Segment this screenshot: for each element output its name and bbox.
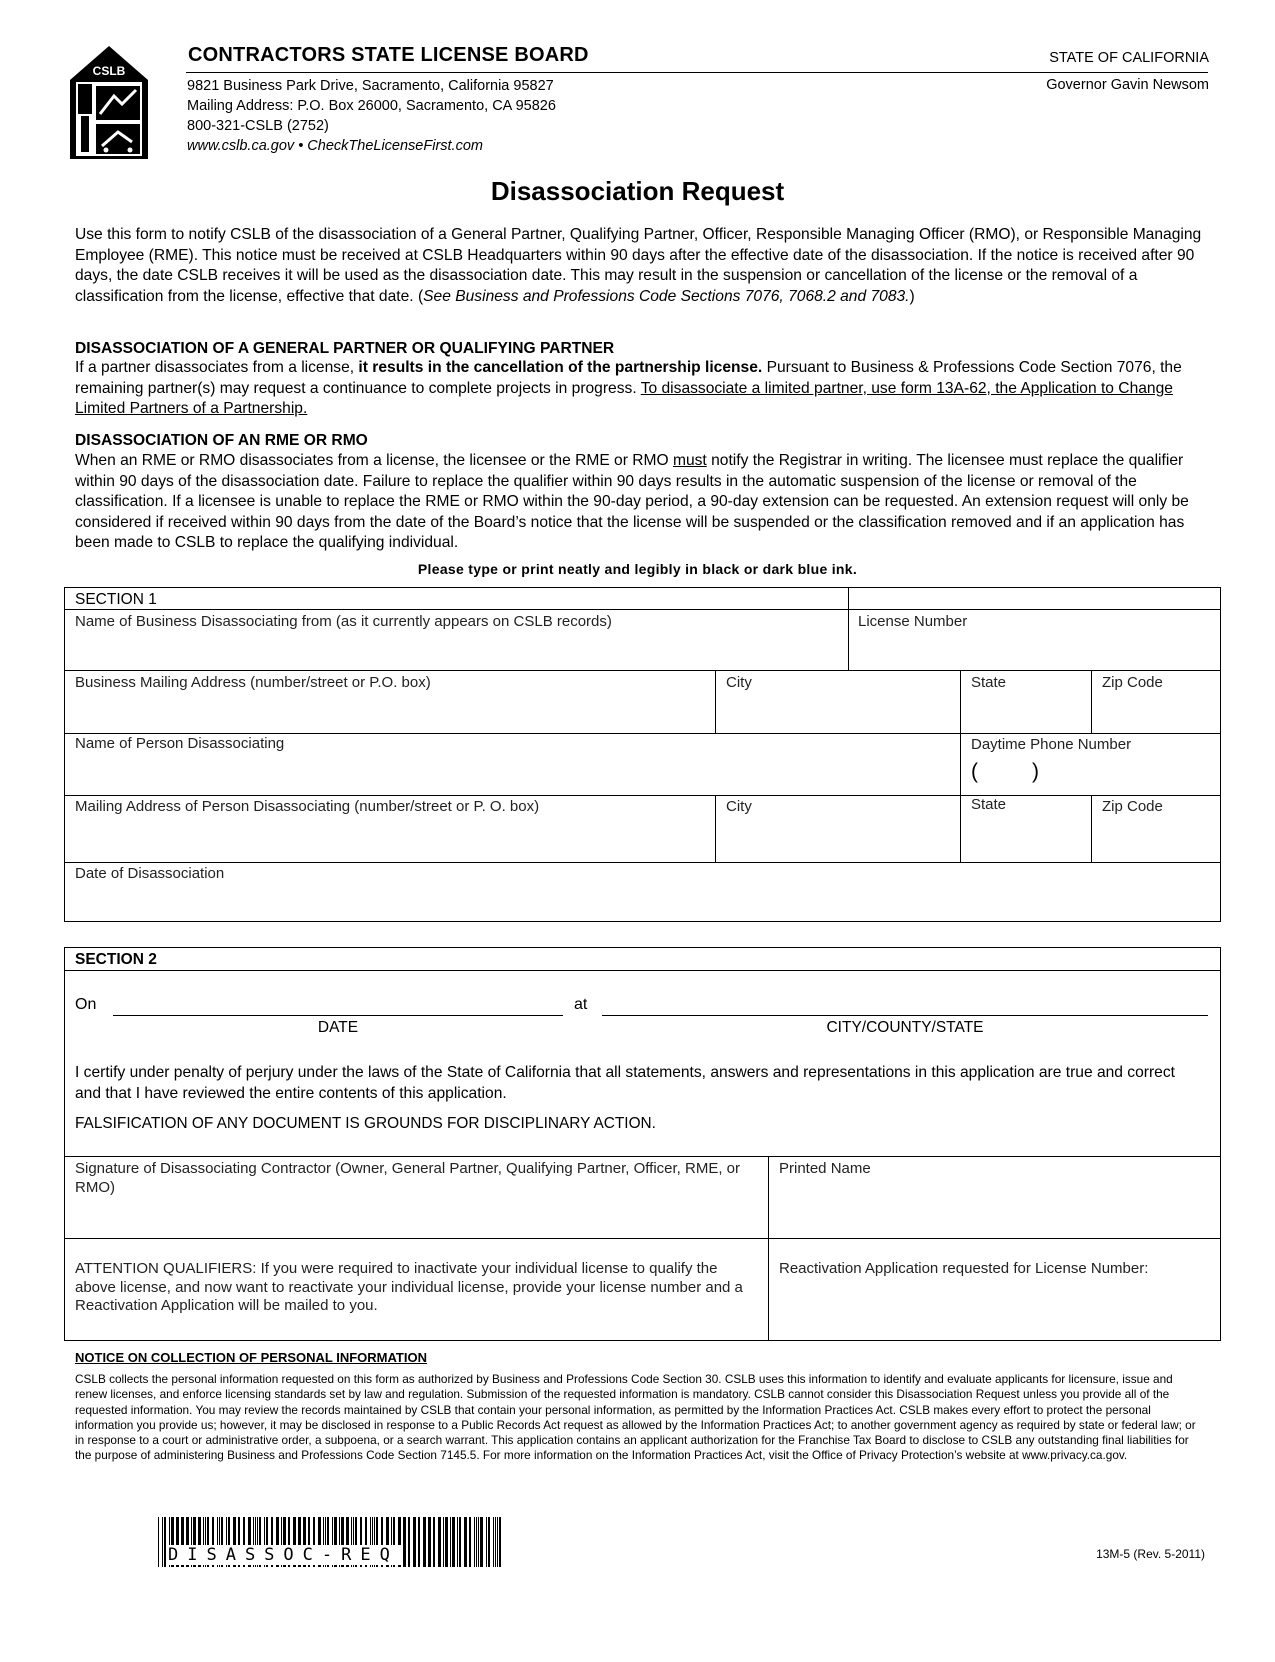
phone-label: Daytime Phone Number [971, 736, 1132, 753]
partner-text-bold: it results in the cancellation of the partnership license. [358, 359, 763, 376]
divider-h [64, 1156, 1221, 1157]
limited-partner-note: To disassociate a limited partner, use form 13A-62, the Application to Change Limited Partners of a Partnership. [75, 379, 1173, 418]
partner-heading: DISASSOCIATION OF A GENERAL PARTNER OR QUALIFYING PARTNER [75, 340, 615, 357]
street-address: 9821 Business Park Drive, Sacramento, California 95827 [187, 78, 554, 94]
notice-heading: NOTICE ON COLLECTION OF PERSONAL INFORMATION [75, 1350, 427, 1365]
business-address-label: Business Mailing Address (number/street or P.O. box) [75, 674, 431, 691]
attention-qualifiers: ATTENTION QUALIFIERS: If you were required to inactivate your individual license to qualify the above license, and now want to reactivate your individual license, provide your license number and a Reactivation Application will be mailed to you. [75, 1260, 743, 1315]
section1-divider [64, 609, 1221, 610]
disassociation-date-field[interactable] [66, 885, 1218, 920]
governor-name: Governor Gavin Newsom [1046, 77, 1209, 93]
printed-name-field[interactable] [771, 1180, 1218, 1236]
signature-label: Signature of Disassociating Contractor (Owner, General Partner, Qualifying Partner, Officer, RME, or RMO) [75, 1160, 741, 1196]
license-number-label: License Number [858, 613, 968, 630]
divider-v [960, 670, 961, 863]
person-city-label: City [726, 798, 752, 815]
license-number-field[interactable] [850, 632, 1218, 668]
ink-instruction: Please type or print neatly and legibly in black or dark blue ink. [417, 561, 858, 577]
org-name: CONTRACTORS STATE LICENSE BOARD [188, 44, 589, 66]
logo-text: CSLB [92, 64, 126, 78]
section2-title: SECTION 2 [75, 951, 157, 968]
person-name-label: Name of Person Disassociating [75, 735, 285, 752]
person-address-label: Mailing Address of Person Disassociating (number/street or P. O. box) [75, 798, 540, 815]
header-rule [186, 72, 1208, 73]
intro-close: ) [909, 287, 915, 305]
partner-text-b: Pursuant to Business & Professions Code Section 7076, the remaining partner(s) may request a continuance to complete projects in progress. [75, 359, 1182, 397]
section2-divider [64, 970, 1221, 971]
location-fill-line [602, 1015, 1208, 1016]
certification-statement: I certify under penalty of perjury under the laws of the State of California that all statements, answers and representations in this application are true and correct and that I have reviewed the entire contents of this application. [75, 1064, 1175, 1102]
divider-v [768, 1156, 769, 1340]
business-zip-label: Zip Code [1102, 674, 1163, 691]
business-city-label: City [726, 674, 752, 691]
rme-text-b: notify the Registrar in writing. The licensee must replace the qualifier within 90 days of the disassociation date. Failure to replace the qualifier within 90 days results in the automatic suspension of the license or removal of the classification. If a licensee is unable to replace the RME or RMO within the 90-day period, a 90-day extension can be requested. An extension request will only be considered if received within 90 days from the date of the Board’s notice that the license will be suspended or the classification removed and if an application has been made to CSLB to replace the qualifying individual. [75, 452, 1189, 552]
person-state-label: State [971, 796, 1007, 813]
certification-date-field[interactable] [113, 993, 563, 1015]
barcode-label: DISASSOC-REQ [168, 1545, 399, 1565]
intro-text: Use this form to notify CSLB of the disassociation of a General Partner, Qualifying Partner, Officer, Responsible Managing Officer (RMO), or Responsible Managing Employee (RME). This notice must be received at CSLB Headquarters within 90 days after the effective date of the disassociation. If the notice is received after 90 days, the date CSLB receives it will be used as the disassociation date. This may result in the suspension or cancellation of the license or the removal of a classification from the license, effective that date. ( [75, 226, 1202, 305]
divider-h [64, 795, 1221, 796]
divider-h [64, 670, 1221, 671]
intro-paragraph [75, 225, 1205, 307]
divider-v [1091, 670, 1092, 733]
person-zip-label: Zip Code [1102, 798, 1163, 815]
disassociation-date-label: Date of Disassociation [75, 865, 225, 882]
form-id: 13M-5 (Rev. 5-2011) [1096, 1547, 1205, 1561]
divider-v [715, 795, 716, 863]
rme-text-a: When an RME or RMO disassociates from a license, the licensee or the RME or RMO [75, 452, 673, 469]
business-zip-field[interactable] [1094, 694, 1218, 731]
rme-text-must: must [672, 452, 707, 469]
phone-field[interactable] [963, 756, 1218, 793]
business-state-field[interactable] [963, 694, 1089, 731]
business-state-label: State [971, 674, 1007, 691]
reactivation-label: Reactivation Application requested for License Number: [779, 1260, 1149, 1277]
divider-v [1091, 795, 1092, 863]
person-address-field[interactable] [66, 818, 712, 860]
at-label: at [574, 996, 588, 1013]
notice-text: CSLB collects the personal information requested on this form as authorized by Business and Professions Code Section 30. CSLB uses this information to identify and evaluate applicants for licensure, issue and renew licenses, and enforce licensing standards set by law and regulation. Submission of the requested information is mandatory. CSLB cannot consider this Disassociation Request unless you provide all of the requested information. You may review the records maintained by CSLB that contain your personal information, as permitted by the Information Practices Act. CSLB makes every effort to protect the personal information you provide us; however, it may be disclosed in response to a Public Records Act request as allowed by the Information Practices Act; to another government agency as required by state or federal law; or in response to a court or administrative order, a subpoena, or a search warrant. This application contains an applicant authorization for the Franchise Tax Board to disclose to CSLB any outstanding final liabilities for the purpose of administering Business and Professions Code Section 7145.5. For more information on the Information Practices Act, visit the Office of Privacy Protection’s website at www.privacy.ca.gov. [75, 1372, 1196, 1463]
page-title: Disassociation Request [490, 176, 785, 206]
business-name-label: Name of Business Disassociating from (as it currently appears on CSLB records) [75, 613, 612, 630]
business-address-field[interactable] [66, 694, 712, 731]
state-of-california: STATE OF CALIFORNIA [1049, 50, 1209, 66]
person-city-field[interactable] [718, 818, 958, 860]
business-name-field[interactable] [66, 632, 846, 668]
phone-number: 800-321-CSLB (2752) [187, 118, 329, 134]
location-caption: CITY/COUNTY/STATE [826, 1019, 984, 1036]
divider-v [848, 587, 849, 670]
person-name-field[interactable] [66, 756, 958, 793]
date-caption: DATE [317, 1019, 359, 1036]
partner-paragraph [75, 358, 1205, 420]
website-links[interactable]: www.cslb.ca.gov • CheckTheLicenseFirst.com [187, 138, 483, 154]
divider-h [64, 733, 1221, 734]
signature-field[interactable] [66, 1198, 766, 1236]
cslb-logo [70, 46, 148, 159]
rme-heading: DISASSOCIATION OF AN RME OR RMO [75, 432, 368, 449]
phone-area-code-open: ( [971, 760, 978, 783]
divider-h [64, 1238, 1221, 1239]
business-city-field[interactable] [718, 694, 958, 731]
date-fill-line [113, 1015, 563, 1016]
phone-area-code-close: ) [1032, 760, 1039, 783]
printed-name-label: Printed Name [779, 1160, 871, 1177]
mailing-address: Mailing Address: P.O. Box 26000, Sacramento, CA 95826 [187, 98, 556, 114]
reactivation-license-field[interactable] [771, 1282, 1218, 1337]
rme-paragraph [75, 451, 1205, 554]
partner-text-a: If a partner disassociates from a license, [75, 359, 359, 376]
person-zip-field[interactable] [1094, 818, 1218, 860]
falsification-warning: FALSIFICATION OF ANY DOCUMENT IS GROUNDS FOR DISCIPLINARY ACTION. [75, 1115, 656, 1132]
person-state-field[interactable] [963, 818, 1089, 860]
on-label: On [75, 996, 97, 1013]
divider-v [715, 670, 716, 733]
intro-code-sections: See Business and Professions Code Sections 7076, 7068.2 and 7083. [423, 287, 910, 305]
certification-location-field[interactable] [602, 993, 1208, 1015]
section1-title: SECTION 1 [75, 591, 157, 608]
divider-h [64, 862, 1221, 863]
